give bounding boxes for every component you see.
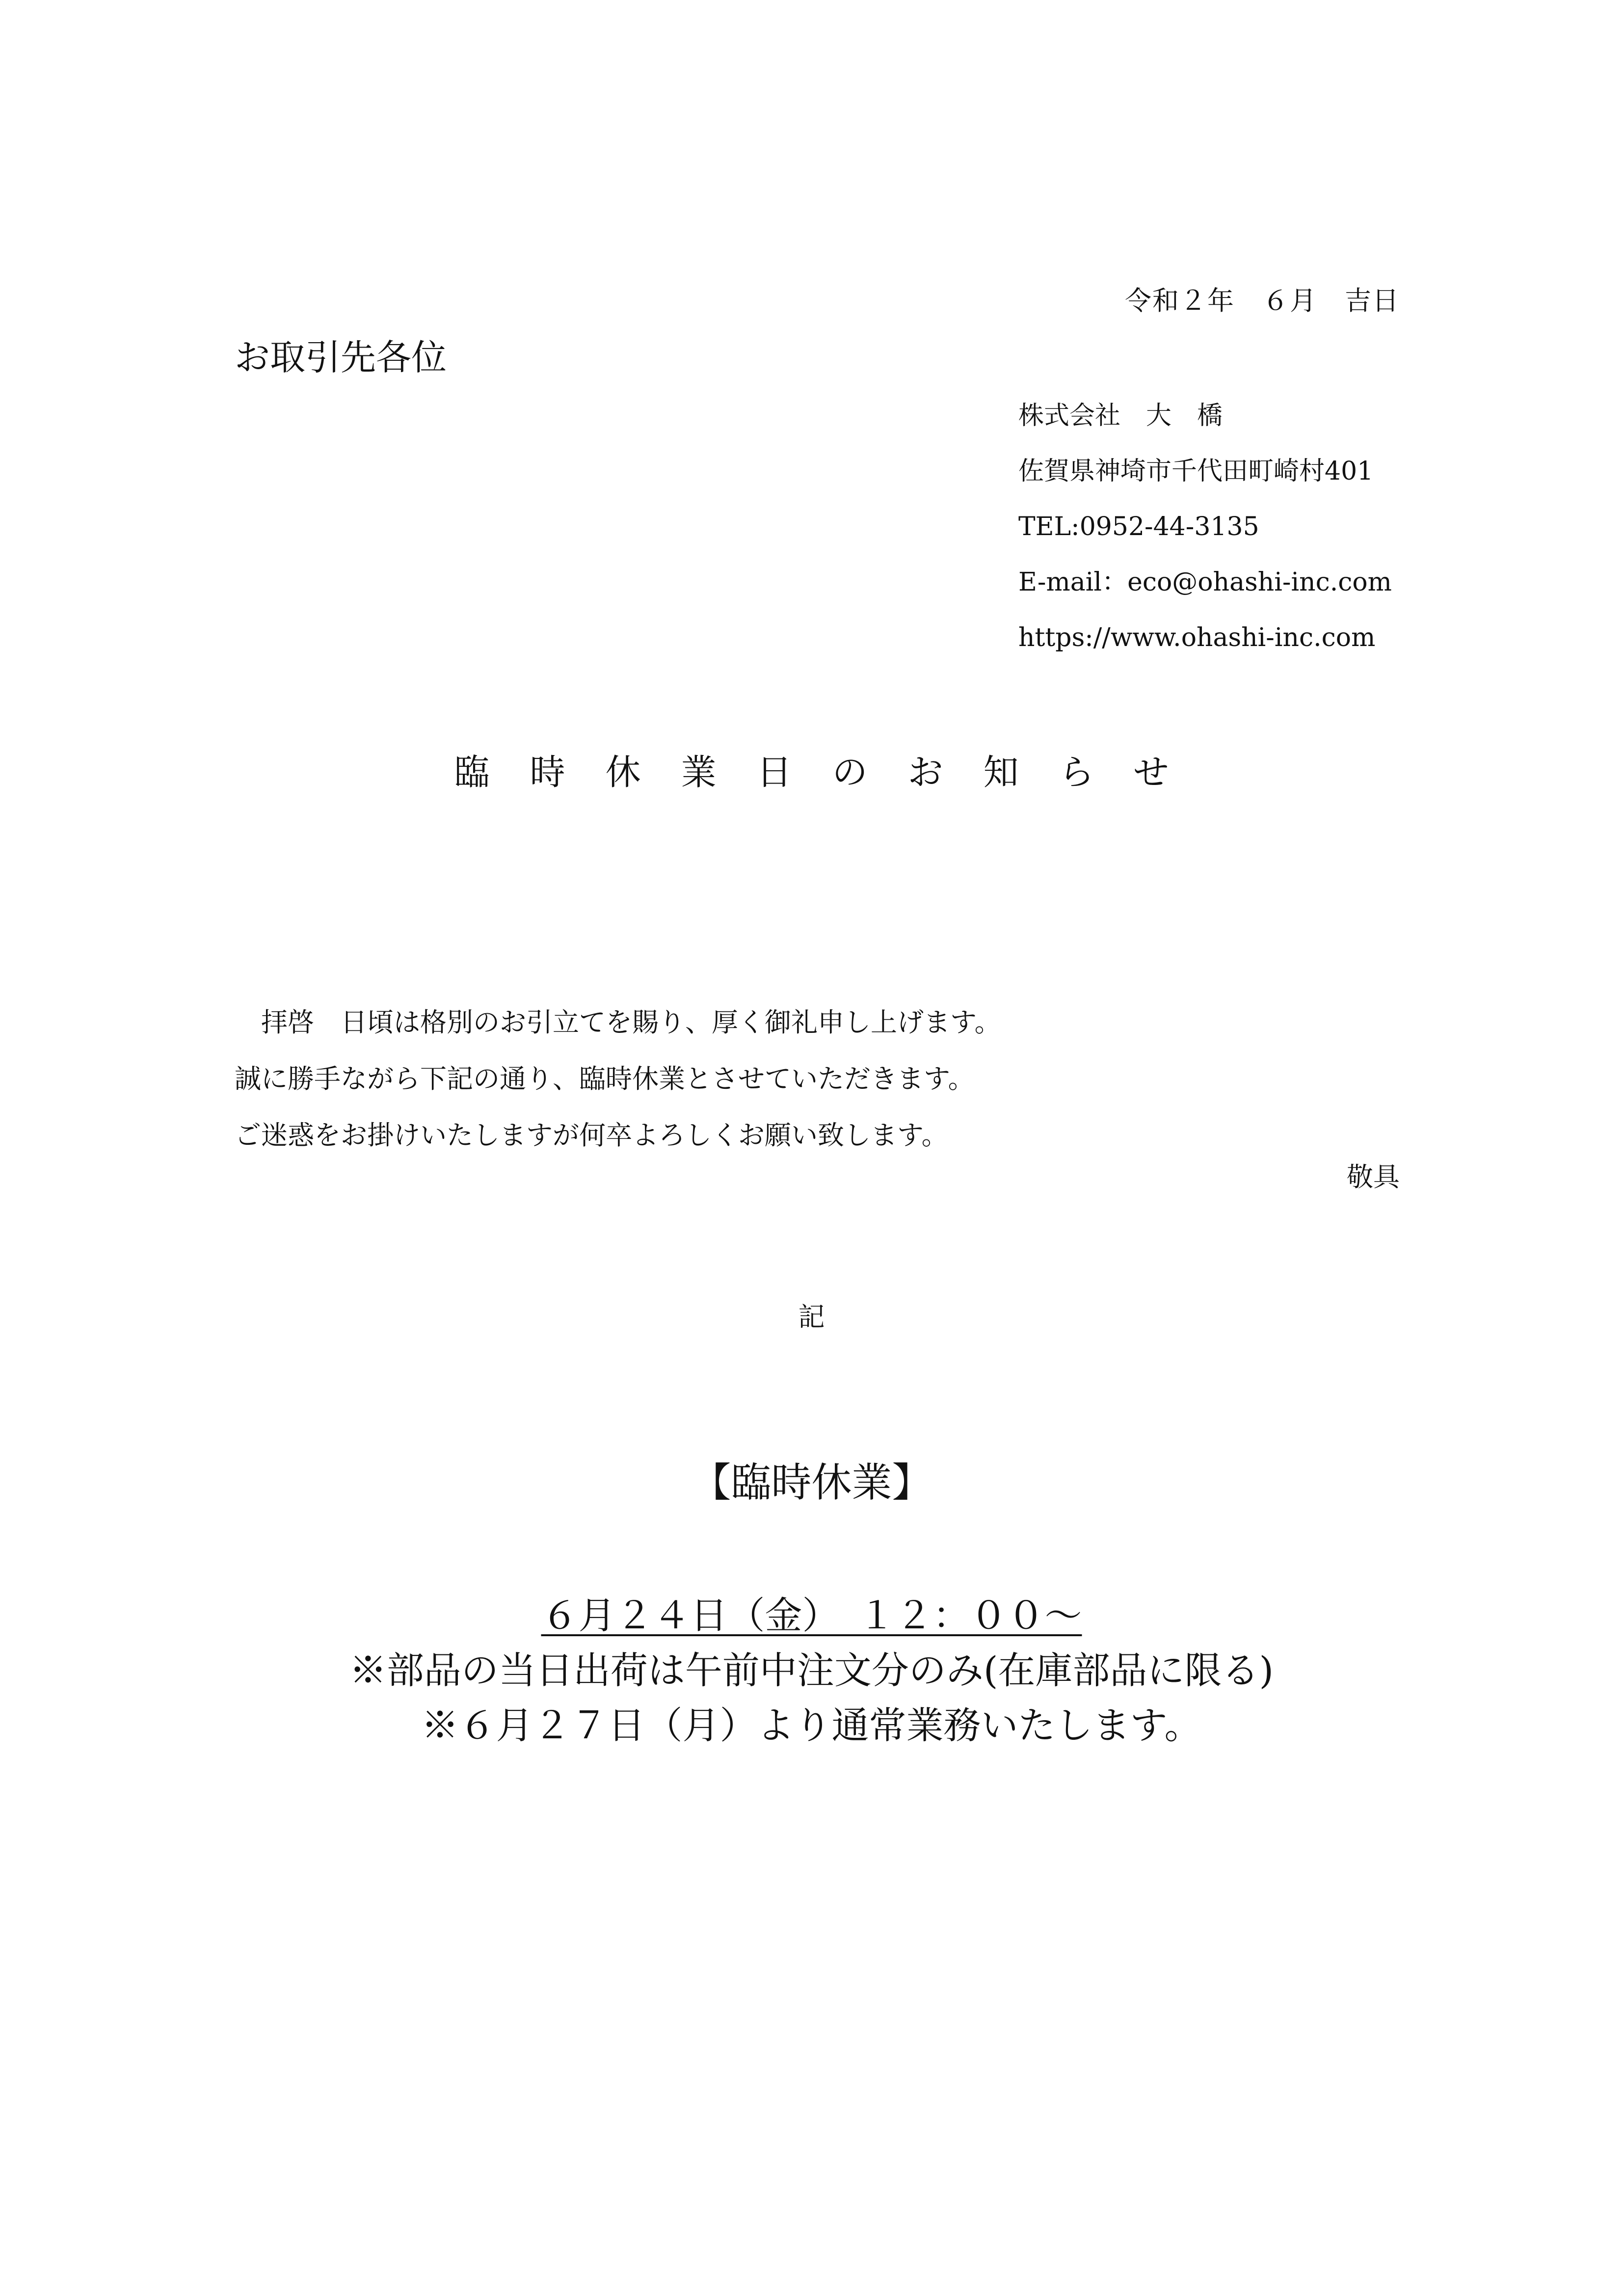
sender-block	[1018, 399, 1392, 676]
document-title: 臨時休業日のお知らせ	[454, 752, 1209, 793]
notice-details	[0, 1588, 1623, 1753]
shipping-note: ※部品の当日出荷は午前中注文分のみ(在庫部品に限る)	[349, 1648, 1274, 1692]
sender-url: https://www.ohashi-inc.com	[1018, 623, 1376, 652]
sender-tel: TEL:0952-44-3135	[1018, 512, 1259, 541]
body-line-2: 誠に勝手ながら下記の通り、臨時休業とさせていただきます。	[235, 1063, 975, 1094]
sender-email: E-mail：eco@ohashi-inc.com	[1018, 567, 1392, 597]
resume-note: ※６月２７日（月）より通常業務いたします。	[421, 1703, 1202, 1747]
sender-address: 佐賀県神埼市千代田町崎村401	[1018, 457, 1374, 486]
closing-word: 敬具	[1347, 1162, 1400, 1192]
sender-company: 株式会社 大 橋	[1018, 401, 1223, 431]
ki-marker: 記	[798, 1301, 825, 1332]
closure-datetime: ６月２４日（金） １２：００～	[541, 1594, 1082, 1637]
body-line-1: 拝啓 日頃は格別のお引立てを賜り、厚く御礼申し上げます。	[235, 1007, 1001, 1038]
notice-heading: 【臨時休業】	[691, 1459, 932, 1506]
recipient-line: お取引先各位	[235, 337, 447, 378]
body-text	[235, 994, 1001, 1163]
document-date: 令和２年 ６月 吉日	[1125, 285, 1400, 316]
body-line-3: ご迷惑をお掛けいたしますが何卒よろしくお願い致します。	[235, 1120, 948, 1151]
